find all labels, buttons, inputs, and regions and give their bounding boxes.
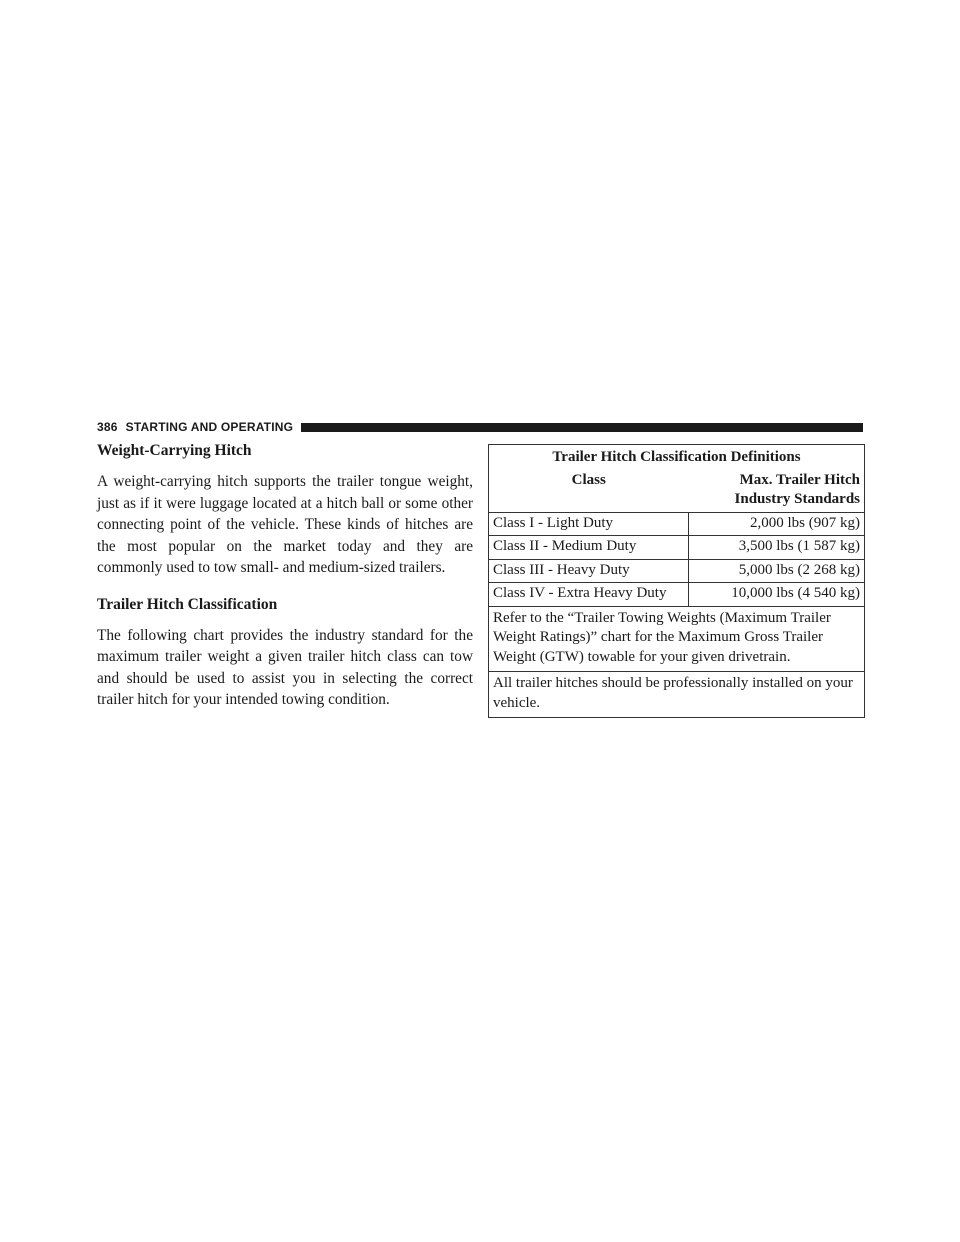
table-note-gtw: Refer to the “Trailer Towing Weights (Maximum Trailer Weight Ratings)” chart for the Maximum Gross Trailer Weight (GTW) towable for your given drivetrain. [489, 606, 865, 672]
table-header-row [489, 470, 865, 513]
left-column [97, 441, 473, 723]
heading-trailer-hitch-classification: Trailer Hitch Classification [97, 595, 278, 613]
class-cell: Class II - Medium Duty [489, 536, 689, 560]
max-weight-cell: 2,000 lbs (907 kg) [689, 512, 865, 536]
column-header-max [689, 470, 865, 513]
table-row [489, 536, 865, 560]
column-header-class: Class [489, 470, 689, 513]
class-cell: Class I - Light Duty [489, 512, 689, 536]
page-header [97, 418, 863, 436]
class-cell: Class IV - Extra Heavy Duty [489, 583, 689, 607]
class-cell: Class III - Heavy Duty [489, 559, 689, 583]
paragraph-weight-carrying-hitch: A weight-carrying hitch supports the trailer tongue weight, just as if it were luggage located at a hitch ball or some other connecting point of the vehicle. These kinds of hitches are the most popular on the market today and they are commonly used to tow small- and medium-sized trailers. [97, 473, 473, 576]
paragraph-trailer-hitch-classification: The following chart provides the industry standard for the maximum trailer weight a given trailer hitch class can tow and should be used to assist you in selecting the correct trailer hitch for your intended towing condition. [97, 626, 473, 708]
column-header-max-line2: Industry Standards [734, 491, 860, 507]
table-note-row [489, 672, 865, 718]
header-rule [301, 423, 863, 432]
max-weight-cell: 5,000 lbs (2 268 kg) [689, 559, 865, 583]
table-note-installation: All trailer hitches should be professionally installed on your vehicle. [489, 672, 865, 718]
table-title: Trailer Hitch Classification Definitions [489, 445, 865, 470]
table-note-row [489, 606, 865, 672]
table-row [489, 559, 865, 583]
section-title: STARTING AND OPERATING [125, 420, 294, 434]
max-weight-cell: 3,500 lbs (1 587 kg) [689, 536, 865, 560]
column-header-max-line1: Max. Trailer Hitch [739, 471, 860, 488]
max-weight-cell: 10,000 lbs (4 540 kg) [689, 583, 865, 607]
page-number: 386 [97, 420, 118, 434]
table-title-row [489, 445, 865, 470]
table-row [489, 512, 865, 536]
table-row [489, 583, 865, 607]
hitch-classification-table [488, 444, 865, 718]
heading-weight-carrying-hitch: Weight-Carrying Hitch [97, 442, 252, 459]
